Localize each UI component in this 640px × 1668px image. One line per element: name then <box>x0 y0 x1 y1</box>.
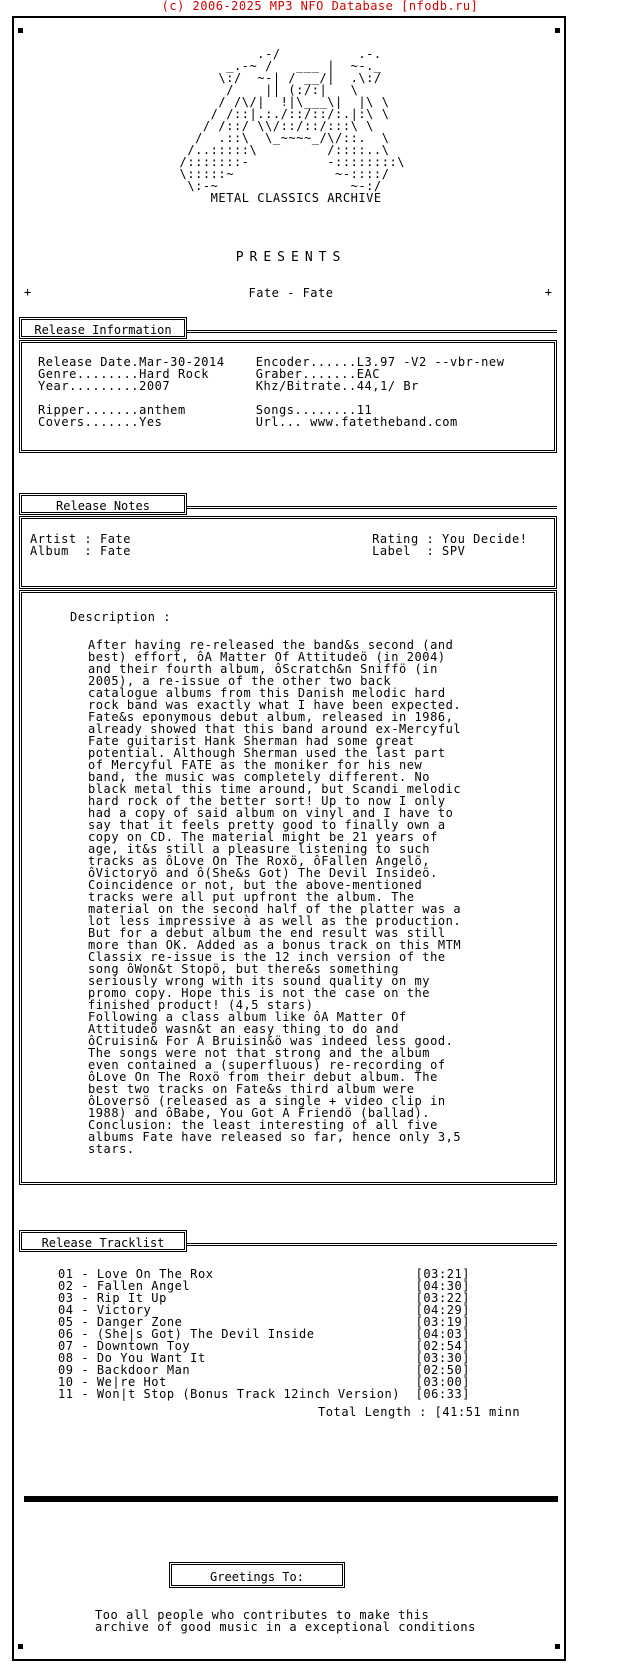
release-info-rule <box>187 330 557 333</box>
release-notes-tab-label: Release Notes <box>56 499 150 513</box>
nfo-frame <box>12 16 566 1661</box>
tracklist-tab-label: Release Tracklist <box>41 1236 165 1250</box>
plus-marker-left: + <box>24 285 32 299</box>
tracklist-rule <box>187 1243 557 1246</box>
greetings-text: Too all people who contributes to make this archive of good music in a exceptional conditions <box>95 1608 476 1634</box>
tracklist-tracks: 01 - Love On The Rox [03:21] 02 - Fallen Angel [04:30] 03 - Rip It Up [03:22] 04 - Victory [04:29] 05 - Danger Zone [03:19] 06 - (She|s Got) The Devil Inside [04:03] 07 - Downtown Toy [02:54] 08 - Do You Want It [03:30] 09 - Backdoor Man [02:50] 10 - We|re Hot [03:00] 11 - Won|t Stop (Bonus Track 12inch Version) [06:33] <box>58 1267 471 1401</box>
description-box <box>19 590 557 1185</box>
release-info-lines: Release Date.Mar-30-2014 Encoder......L3.97 -V2 --vbr-new Genre........Hard Rock Graber.......EAC Year.........2007 Khz/Bitrate..44,1/ Br Ripper.......anthem Songs........11 Covers.......Yes Url... www.fatetheband.com <box>38 355 505 429</box>
release-notes-header-lines: Artist : Fate Rating : You Decide! Album : Fate Label : SPV <box>30 532 528 558</box>
release-info-box <box>19 340 557 453</box>
corner-dot-bottom-left <box>18 1644 23 1649</box>
description-label: Description : <box>70 610 172 624</box>
corner-dot-top-right <box>555 28 560 33</box>
description-text: After having re-released the band&s second (and best) effort, ôA Matter Of Attitudeö (in 2004) and their fourth album, ôScratch&n Sniffö (in 2005), a re-issue of the other two back catalogue albums from this Danish melodic hard rock band was exactly what I have been expected. Fate&s eponymous debut album, released in 1986, already showed that this band around ex-Mercyful Fate guitarist Hank Sherman had some great potential. Although Sherman used the last part of Mercyful FATE as the moniker for his new band, the music was completely different. No black metal this time around, but Scandi melodic hard rock of the better sort! Up to now I only had a copy of said album on vinyl and I have to say that it feels pretty good to finally own a copy on CD. The material might be 21 years of age, it&s still a pleasure listening to such tracks as ôLove On The Roxö, ôFallen Angelö, ôVictoryö and ô(She&s Got) The Devil Insideö. Coincidence or not, but the above-mentioned tracks were all put upfront the album. The material on the second half of the platter was a lot less impressive à as well as the production. But for a debut album the end result was still more than OK. Added as a bonus track on this MTM Classix re-issue is the 12 inch version of the song ôWon&t Stopö, but there&s something seriously wrong with its sound quality on my promo copy. Hope this is not the case on the finished product! (4,5 stars) Following a class album like ôA Matter Of Attitudeö wasn&t an easy thing to do and ôCruisin& For A Bruisin&ö was indeed less good. The songs were not that strong and the album even contained a (superfluous) re-recording of ôLove On The Roxö from their debut album. The best two tracks on Fate&s third album were ôLoversö (released as a single + video clip in 1988) and ôBabe, You Got A Friendö (ballad). Conclusion: the least interesting of all five albums Fate have released so far, hence only 3,5 stars. <box>88 638 462 1156</box>
corner-dot-top-left <box>18 28 23 33</box>
greetings-label: Greetings To: <box>210 1570 304 1584</box>
metal-classics-archive-logo: .-/ .-. _.-~ / ___ | ~-._ \:/ ~-| / __/| .\:/ / || (:/:| \ / /\/| !|\___\| |\ \ / /::|.:./::/::/:.|:\ \ / /::/ \\/::/::/:::\ \ / .::\ \_~~~~_/\/::. \ /..:::::\ /::::..\ /:::::::- -::::::::\ \:::::~ ~-::::/ \:-~ ~-:/ METAL CLASSICS ARCHIVE <box>179 47 406 205</box>
release-title: Fate - Fate <box>248 286 334 300</box>
release-notes-header-box <box>19 516 557 589</box>
copyright-banner: (c) 2006-2025 MP3 NFO Database [nfodb.ru] <box>161 0 479 13</box>
total-length: Total Length : [41:51 minn <box>318 1405 521 1419</box>
release-notes-rule <box>187 506 557 509</box>
release-info-tab-label: Release Information <box>34 323 172 337</box>
corner-dot-bottom-right <box>555 1644 560 1649</box>
tracklist-tab <box>19 1230 187 1252</box>
plus-marker-right: + <box>544 285 552 299</box>
release-info-tab <box>19 317 187 339</box>
presents-heading: PRESENTS <box>235 250 347 265</box>
section-divider-bar <box>24 1496 558 1502</box>
release-notes-tab <box>19 493 187 515</box>
greetings-tab <box>169 1562 345 1588</box>
